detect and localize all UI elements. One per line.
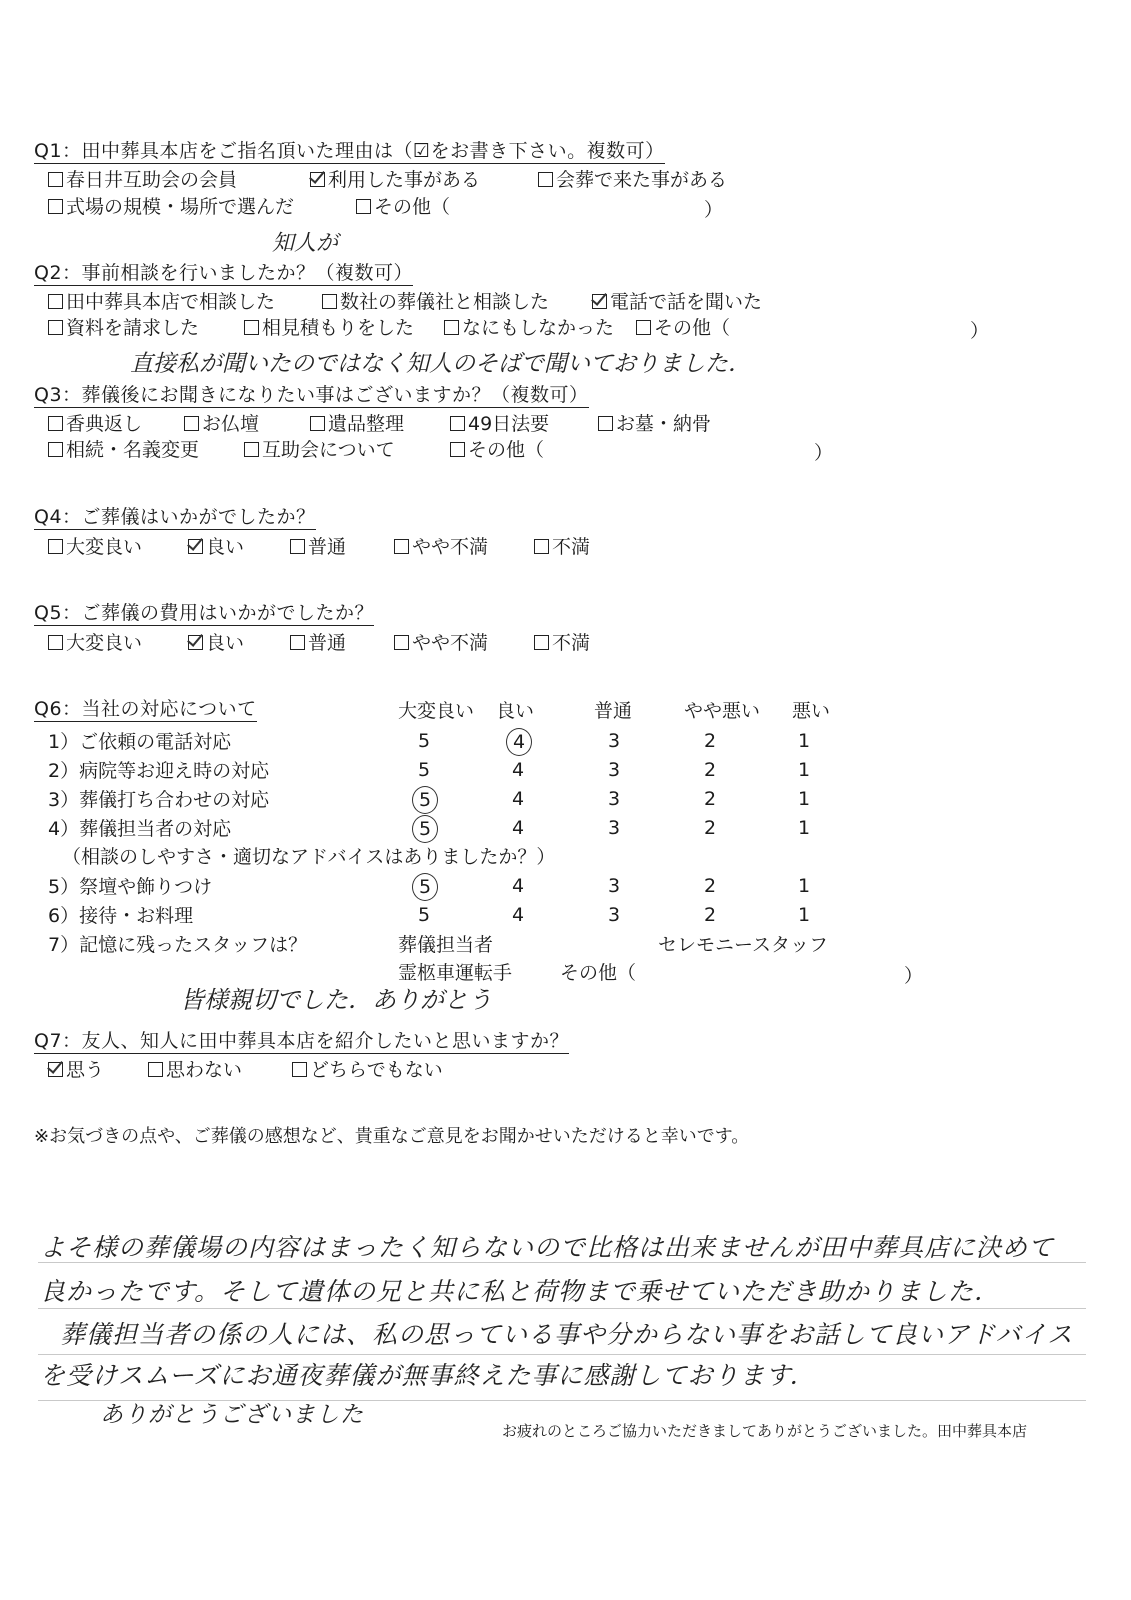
q2-handwritten: 直接私が聞いたのではなく知人のそばで聞いておりました． [130,351,751,377]
checkbox[interactable] [290,635,305,650]
checkbox[interactable] [322,294,337,309]
q1-close-paren: ） [704,199,724,221]
q6-score-selected[interactable]: 5 [412,786,438,814]
q6-score-option[interactable]: 3 [607,817,621,839]
q6-score-option[interactable]: 1 [797,788,811,810]
q5-option-good[interactable]: 良い [188,631,244,655]
comment-line-4: を受けスムーズにお通夜葬儀が無事終えた事に感謝しております． [40,1361,816,1390]
q6-row-label: 1）ご依頼の電話対応 [48,731,232,753]
checkbox[interactable] [310,416,325,431]
q1-option-venue[interactable]: 式場の規模・場所で選んだ [48,195,294,219]
q4-option-very-good[interactable]: 大変良い [48,535,142,559]
checkbox-checked[interactable] [48,1062,63,1077]
checkbox[interactable] [290,539,305,554]
q6-score-option[interactable]: 2 [703,730,717,752]
q6-score-selected[interactable]: 5 [412,815,438,843]
q6-header-good: 良い [496,700,535,722]
q6-title: Q6：当社の対応について [34,698,257,720]
checkbox[interactable] [356,199,371,214]
q6-score-option[interactable]: 4 [511,759,525,781]
q6-header-normal: 普通 [594,700,633,722]
q6-score-option[interactable]: 1 [797,817,811,839]
q5-option-normal[interactable]: 普通 [290,631,346,655]
checkbox[interactable] [538,172,553,187]
q1-option-member[interactable]: 春日井互助会の会員 [48,168,237,192]
checkbox-checked[interactable] [188,539,203,554]
checkbox[interactable] [148,1062,163,1077]
q6-header-somewhat-bad: やや悪い [684,700,761,722]
q1-title: Q1：田中葬具本店をご指名頂いた理由は（☑をお書き下さい。複数可） [34,140,665,162]
q3-close-paren: ） [814,442,834,464]
checkbox[interactable] [534,539,549,554]
checkbox[interactable] [48,172,63,187]
q2-option-quotes[interactable]: 相見積もりをした [244,316,414,340]
q3-option-other[interactable]: その他（ [450,438,544,462]
checkbox-checked[interactable] [592,294,607,309]
q1-option-other[interactable]: その他（ [356,195,450,219]
q6-score-option[interactable]: 5 [417,759,431,781]
q1-handwritten: 知人が [272,231,339,256]
q6-staff-close-paren: ） [904,965,924,987]
q6-score-option[interactable]: 5 [417,904,431,926]
q5-option-dissatisfied[interactable]: 不満 [534,631,590,655]
q6-row-label: 2）病院等お迎え時の対応 [48,760,270,782]
checkbox[interactable] [48,539,63,554]
q6-score-option[interactable]: 2 [703,759,717,781]
q6-score-selected[interactable]: 4 [506,728,532,756]
q6-note: （相談のしやすさ・適切なアドバイスはありましたか？） [62,846,556,868]
q3-option-inheritance[interactable]: 相続・名義変更 [48,438,199,462]
comment-line-5: ありがとうございました [100,1402,364,1428]
checkbox[interactable] [394,635,409,650]
q6-score-option[interactable]: 4 [511,875,525,897]
checkbox[interactable] [450,416,465,431]
checkbox[interactable] [450,442,465,457]
checkbox[interactable] [48,320,63,335]
q6-handwritten: 皆様親切でした．ありがとう [180,986,492,1014]
q2-option-consulted-store[interactable]: 田中葬具本店で相談した [48,290,275,314]
q6-score-option[interactable]: 1 [797,875,811,897]
q2-option-materials[interactable]: 資料を請求した [48,316,199,340]
q6-score-option[interactable]: 1 [797,904,811,926]
checkbox[interactable] [48,635,63,650]
footer-thanks: お疲れのところご協力いただきましてありがとうございました。田中葬具本店 [502,1422,1028,1440]
q6-score-option[interactable]: 4 [511,904,525,926]
q2-option-phone[interactable]: 電話で話を聞いた [592,290,762,314]
q6-header-very-good: 大変良い [398,700,475,722]
comment-line-2: 良かったです。そして遺体の兄と共に私と荷物まで乗せていただき助かりました． [40,1277,1001,1306]
q7-option-no[interactable]: 思わない [148,1058,242,1082]
q5-option-very-good[interactable]: 大変良い [48,631,142,655]
q5-title: Q5：ご葬儀の費用はいかがでしたか？ [34,602,375,624]
checkbox[interactable] [534,635,549,650]
q6-header-bad: 悪い [792,700,831,722]
q3-option-grave[interactable]: お墓・納骨 [598,412,711,436]
q3-option-49days[interactable]: 49日法要 [450,412,549,436]
q6-staff-label: 7）記憶に残ったスタッフは？ [48,934,308,956]
q2-close-paren: ） [970,320,990,342]
comment-line-1: よそ様の葬儀場の内容はまったく知らないので比格は出来ませんが田中葬具店に決めて [40,1233,1055,1262]
q1-option-attended[interactable]: 会葬で来た事がある [538,168,727,192]
checkbox[interactable] [292,1062,307,1077]
q3-option-mutual-aid[interactable]: 互助会について [244,438,395,462]
q3-option-butsudan[interactable]: お仏壇 [184,412,259,436]
q6-row-label: 3）葬儀打ち合わせの対応 [48,789,270,811]
q6-score-option[interactable]: 3 [607,875,621,897]
q6-row-label: 4）葬儀担当者の対応 [48,818,232,840]
q1-option-used-before[interactable]: 利用した事がある [310,168,480,192]
q6-score-option[interactable]: 2 [703,875,717,897]
q6-score-option[interactable]: 5 [417,730,431,752]
checkbox[interactable] [636,320,651,335]
q4-title: Q4：ご葬儀はいかがでしたか？ [34,506,316,528]
q6-score-option[interactable]: 1 [797,730,811,752]
checkbox-checked[interactable] [310,172,325,187]
q7-option-neither[interactable]: どちらでもない [292,1058,443,1082]
q6-score-option[interactable]: 3 [607,788,621,810]
checkbox[interactable] [244,320,259,335]
q6-score-option[interactable]: 2 [703,817,717,839]
checkbox[interactable] [48,294,63,309]
q6-score-option[interactable]: 4 [511,788,525,810]
q6-score-option[interactable]: 4 [511,817,525,839]
q6-staff-hearse-driver[interactable]: 霊柩車運転手 [398,962,513,984]
checkbox[interactable] [444,320,459,335]
checkbox[interactable] [394,539,409,554]
q6-score-option[interactable]: 3 [607,730,621,752]
q2-option-nothing[interactable]: なにもしなかった [444,316,614,340]
q2-title: Q2：事前相談を行いましたか？（複数可） [34,262,414,284]
q6-staff-other[interactable]: その他（ [560,962,637,984]
q3-option-estate[interactable]: 遺品整理 [310,412,404,436]
checkbox[interactable] [48,442,63,457]
checkbox[interactable] [184,416,199,431]
q6-row-label: 5）祭壇や飾りつけ [48,876,213,898]
q4-option-somewhat-dissatisfied[interactable]: やや不満 [394,535,488,559]
q5-option-somewhat-dissatisfied[interactable]: やや不満 [394,631,488,655]
q6-score-option[interactable]: 3 [607,904,621,926]
q4-option-normal[interactable]: 普通 [290,535,346,559]
q4-option-good[interactable]: 良い [188,535,244,559]
q6-score-selected[interactable]: 5 [412,873,438,901]
q6-score-option[interactable]: 2 [703,788,717,810]
checkbox[interactable] [244,442,259,457]
q2-option-other[interactable]: その他（ [636,316,730,340]
comment-line-3: 葬儀担当者の係の人には、私の思っている事や分からない事をお話して良いアドバイス [60,1320,1074,1349]
q6-staff-ceremony[interactable]: セレモニースタッフ [658,934,829,956]
q4-option-dissatisfied[interactable]: 不満 [534,535,590,559]
q3-option-koden[interactable]: 香典返し [48,412,142,436]
checkbox-checked[interactable] [188,635,203,650]
comment-line-rule [38,1354,1086,1355]
comment-line-rule [38,1308,1086,1309]
checkbox[interactable] [48,199,63,214]
q7-title: Q7：友人、知人に田中葬具本店を紹介したいと思いますか？ [34,1030,570,1052]
q7-option-yes[interactable]: 思う [48,1058,104,1082]
comment-prompt: ※お気づきの点や、ご葬儀の感想など、貴重なご意見をお聞かせいただけると幸いです。 [34,1126,750,1147]
q6-score-option[interactable]: 1 [797,759,811,781]
q6-score-option[interactable]: 2 [703,904,717,926]
q6-score-option[interactable]: 3 [607,759,621,781]
q2-option-multiple[interactable]: 数社の葬儀社と相談した [322,290,549,314]
q3-title: Q3：葬儀後にお聞きになりたい事はございますか？（複数可） [34,384,589,406]
q6-row-label: 6）接待・お料理 [48,905,194,927]
checkbox[interactable] [598,416,613,431]
q6-staff-funeral-director[interactable]: 葬儀担当者 [398,934,494,956]
checkbox[interactable] [48,416,63,431]
